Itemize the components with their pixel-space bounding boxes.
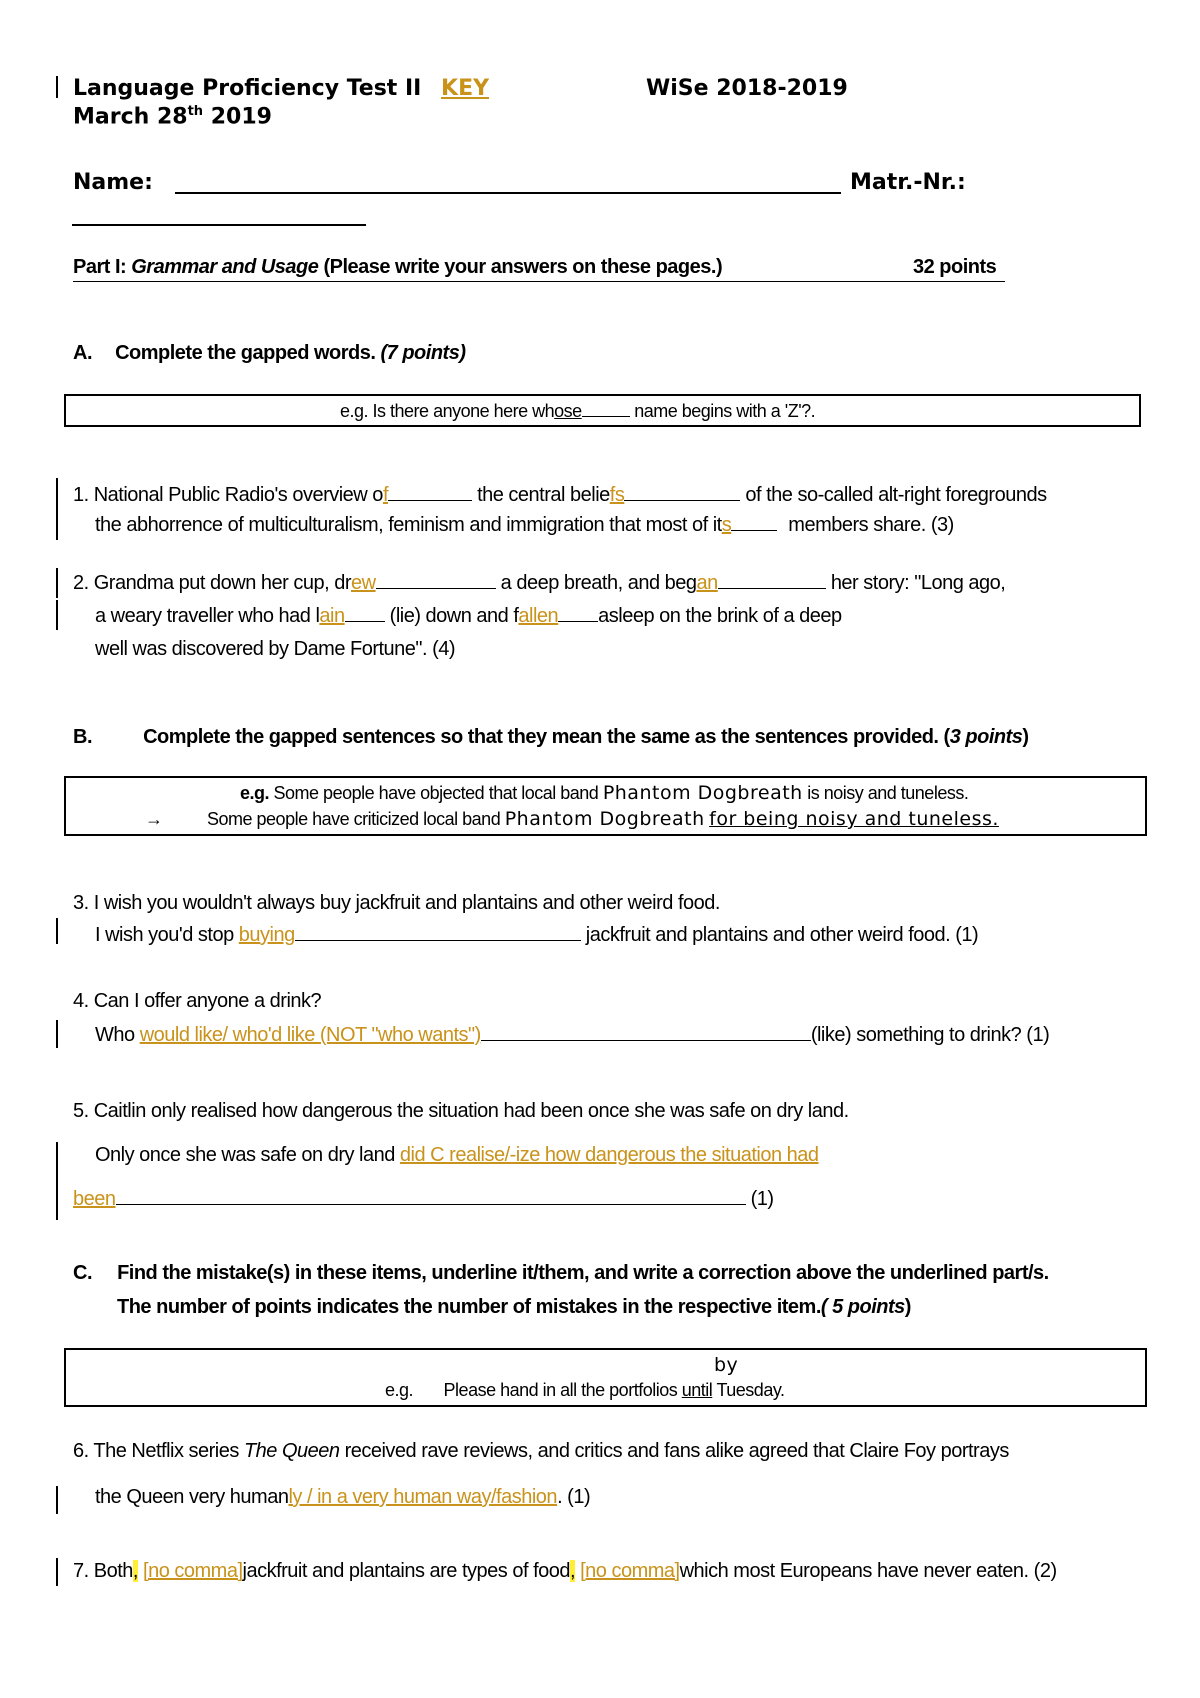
question-5-line3: been (1) — [73, 1188, 774, 1210]
name-label: Name: — [73, 170, 153, 195]
gap[interactable] — [345, 605, 385, 622]
change-bar — [56, 478, 58, 540]
answer: been — [73, 1188, 116, 1210]
question-2-line1: 2. Grandma put down her cup, drew a deep breath, and began her story: "Long ago, — [73, 572, 1006, 594]
question-5-line1: 5. Caitlin only realised how dangerous the situation had been once she was safe on dry land. — [73, 1100, 849, 1122]
change-bar — [56, 76, 58, 98]
section-c-heading-line2: The number of points indicates the number of mistakes in the respective item.( 5 points) — [117, 1296, 911, 1318]
change-bar — [56, 1486, 58, 1514]
change-bar — [56, 1142, 58, 1220]
matr-field[interactable] — [72, 224, 366, 226]
gap[interactable] — [731, 514, 777, 531]
answer: ew — [351, 572, 376, 594]
highlight: , — [132, 1560, 138, 1582]
gap[interactable] — [481, 1024, 811, 1041]
highlight: , — [570, 1560, 576, 1582]
example-c-correction: by — [714, 1354, 739, 1376]
question-3-line1: 3. I wish you wouldn't always buy jackfruit and plantains and other weird food. — [73, 892, 720, 914]
gap[interactable] — [718, 572, 826, 589]
question-3-line2: I wish you'd stop buying jackfruit and plantains and other weird food. (1) — [95, 924, 979, 946]
term: WiSe 2018-2019 — [646, 76, 848, 101]
question-2-line2: a weary traveller who had lain (lie) down and fallen asleep on the brink of a deep — [95, 605, 842, 627]
change-bar — [56, 918, 58, 944]
test-date: March 28th 2019 — [73, 104, 272, 130]
answer: s — [721, 514, 732, 536]
gap[interactable] — [558, 605, 598, 622]
section-b-heading: B. Complete the gapped sentences so that they mean the same as the sentences provided. (3 points) — [73, 726, 1029, 748]
gap[interactable] — [116, 1188, 746, 1205]
change-bar — [56, 1020, 58, 1048]
key-label: KEY — [441, 76, 490, 101]
question-6-line2: the Queen very humanly / in a very human way/fashion. (1) — [95, 1486, 591, 1508]
matr-label: Matr.-Nr.: — [850, 170, 966, 195]
title-text: Language Proficiency Test II — [73, 76, 422, 101]
example-b-line2: → Some people have criticized local band Phantom Dogbreath for being noisy and tuneless. — [145, 808, 999, 830]
change-bar — [56, 600, 58, 630]
arrow-icon: → — [145, 809, 163, 829]
answer: buying — [238, 924, 295, 946]
name-field[interactable] — [175, 192, 841, 194]
answer: fs — [609, 484, 625, 506]
question-4-line1: 4. Can I offer anyone a drink? — [73, 990, 322, 1012]
answer: f — [382, 484, 388, 506]
question-1-line1: 1. National Public Radio's overview of the central beliefs of the so-called alt-right foregrounds — [73, 484, 1047, 506]
example-c: e.g. Please hand in all the portfolios until Tuesday. — [385, 1380, 785, 1400]
gap[interactable] — [624, 484, 740, 501]
answer: [no comma] — [580, 1560, 680, 1582]
answer: ain — [319, 605, 345, 627]
question-5-line2: Only once she was safe on dry land did C realise/-ize how dangerous the situation had — [95, 1144, 819, 1166]
change-bar — [56, 1558, 58, 1586]
example-b-line1: e.g. Some people have objected that local band Phantom Dogbreath is noisy and tuneless. — [240, 782, 969, 804]
answer: [no comma] — [143, 1560, 243, 1582]
question-4-line2: Who would like/ who'd like (NOT "who wants") (like) something to drink? (1) — [95, 1024, 1050, 1046]
section-c-heading: C. Find the mistake(s) in these items, underline it/them, and write a correction above the underlined part/s. — [73, 1262, 1049, 1284]
gap[interactable] — [295, 924, 581, 941]
answer: allen — [518, 605, 559, 627]
question-6-line1: 6. The Netflix series The Queen received rave reviews, and critics and fans alike agreed that Claire Foy portrays — [73, 1440, 1009, 1462]
answer: did C realise/-ize how dangerous the situation had — [399, 1144, 819, 1166]
change-bar — [56, 568, 58, 598]
test-title — [73, 76, 489, 101]
example-a: e.g. Is there anyone here whose name begins with a 'Z'?. — [340, 401, 816, 421]
answer: ly / in a very human way/fashion — [288, 1486, 558, 1508]
gap[interactable] — [376, 572, 496, 589]
question-2-line3: well was discovered by Dame Fortune". (4) — [95, 638, 456, 660]
question-7: 7. Both, [no comma]jackfruit and plantains are types of food, [no comma]which most Europeans have never eaten. (2) — [73, 1560, 1057, 1582]
answer: an — [696, 572, 718, 594]
gap[interactable] — [388, 484, 472, 501]
answer: would like/ who'd like (NOT "who wants") — [139, 1024, 481, 1046]
part-heading: Part I: Grammar and Usage (Please write your answers on these pages.) 32 points — [73, 256, 1005, 282]
section-a-heading: A. Complete the gapped words. (7 points) — [73, 342, 466, 364]
question-1-line2: the abhorrence of multiculturalism, feminism and immigration that most of its members share. (3) — [95, 514, 954, 536]
